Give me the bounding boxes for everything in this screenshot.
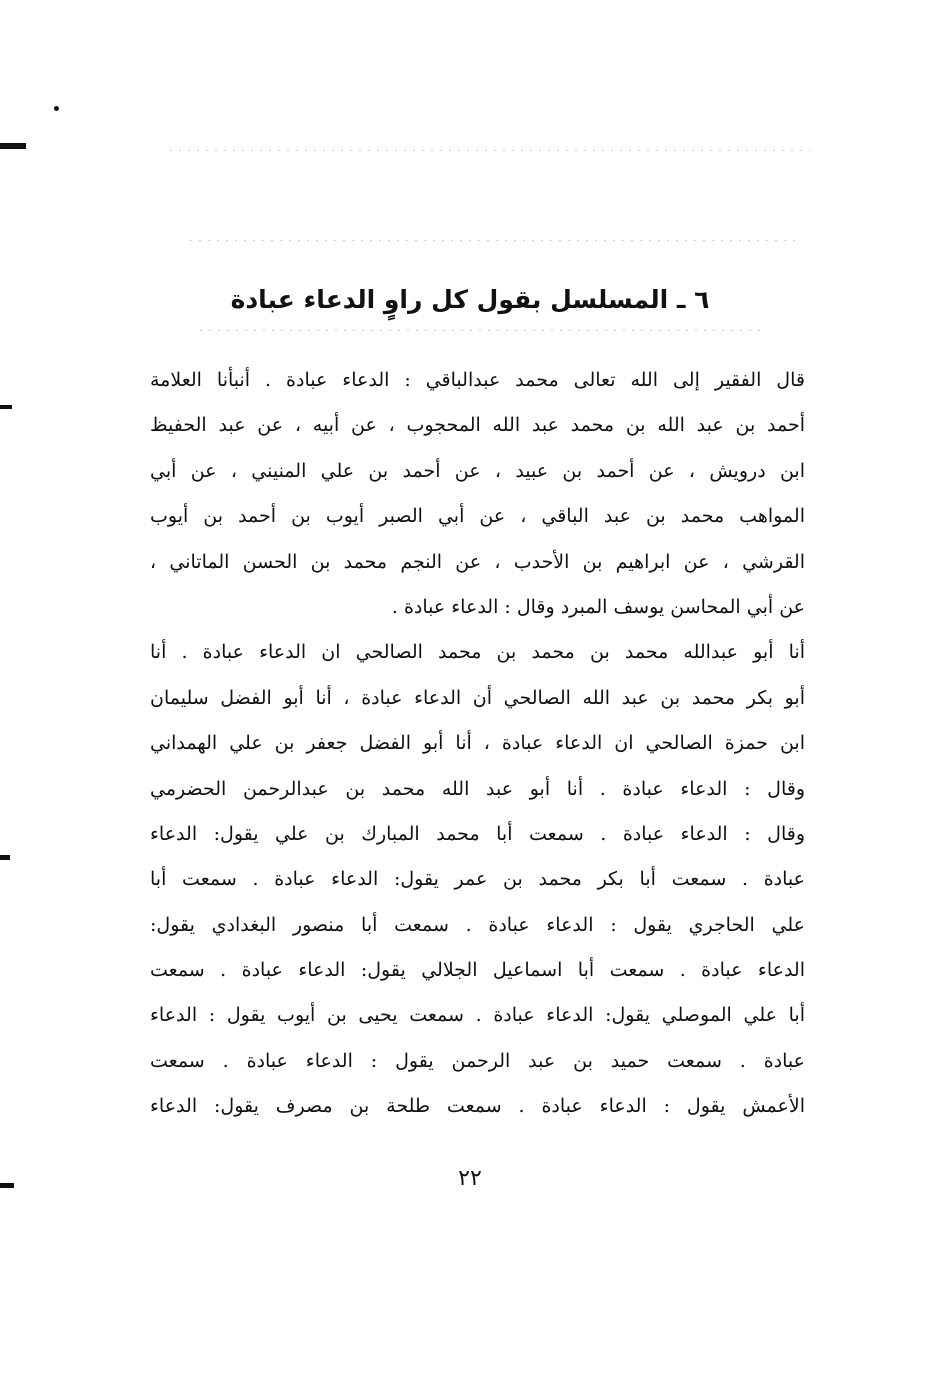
scan-mark-left-edge: [0, 143, 26, 149]
text-line: أحمد بن عبد الله بن محمد عبد الله المحجوب ، عن أبيه ، عن عبد الحفيظ: [150, 414, 805, 437]
text-line: وقال : الدعاء عبادة . سمعت أبا محمد المبارك بن علي يقول: الدعاء: [150, 822, 805, 845]
text-line: الدعاء عبادة . سمعت أبا اسماعيل الجلالي يقول: الدعاء عبادة . سمعت: [150, 959, 805, 982]
text-line: عبادة . سمعت أبا بكر محمد بن عمر يقول: الدعاء عبادة . سمعت أبا: [150, 868, 805, 891]
scan-mark-left-edge: [0, 405, 12, 409]
text-line: علي الحاجري يقول : الدعاء عبادة . سمعت أبا منصور البغدادي يقول:: [150, 913, 805, 936]
scan-speckle: [170, 150, 810, 151]
text-line: عبادة . سمعت حميد بن عبد الرحمن يقول : الدعاء عبادة . سمعت: [150, 1049, 805, 1072]
text-line: عن أبي المحاسن يوسف المبرد وقال : الدعاء عبادة .: [391, 595, 805, 618]
scan-speckle: [190, 240, 800, 241]
text-line: القرشي ، عن ابراهيم بن الأحدب ، عن النجم محمد بن الحسن الماتاني ،: [150, 550, 805, 573]
text-line: المواهب محمد بن عبد الباقي ، عن أبي الصبر أيوب بن أحمد بن أيوب: [150, 505, 805, 528]
scan-mark-left-edge: [0, 1183, 14, 1188]
scan-mark-dot: [54, 106, 59, 111]
text-line: ابن حمزة الصالحي ان الدعاء عبادة ، أنا أبو الفضل جعفر بن علي الهمداني: [150, 732, 805, 755]
text-line: أنا أبو عبدالله محمد بن محمد بن محمد الصالحي ان الدعاء عبادة . أنا: [150, 641, 805, 664]
text-line: وقال : الدعاء عبادة . أنا أبو عبد الله محمد بن عبدالرحمن الحضرمي: [150, 777, 805, 800]
body-text: [150, 358, 805, 1130]
text-line: ابن درويش ، عن أحمد بن عبيد ، عن أحمد بن علي المنيني ، عن أبي: [150, 459, 805, 482]
scan-mark-left-edge: [0, 855, 10, 860]
text-line: الأعمش يقول : الدعاء عبادة . سمعت طلحة بن مصرف يقول: الدعاء: [150, 1095, 805, 1118]
text-line: قال الفقير إلى الله تعالى محمد عبدالباقي : الدعاء عبادة . أنبأنا العلامة: [150, 369, 805, 391]
section-heading: ٦ ـ المسلسل بقول كل راوٍ الدعاء عبادة: [230, 285, 710, 314]
text-line: أبا علي الموصلي يقول: الدعاء عبادة . سمعت يحيى بن أيوب يقول : الدعاء: [150, 1004, 805, 1027]
page-number: ٢٢: [458, 1166, 482, 1191]
text-line: أبو بكر محمد بن عبد الله الصالحي أن الدعاء عبادة ، أنا أبو الفضل سليمان: [150, 686, 805, 709]
scan-speckle: [200, 330, 760, 331]
